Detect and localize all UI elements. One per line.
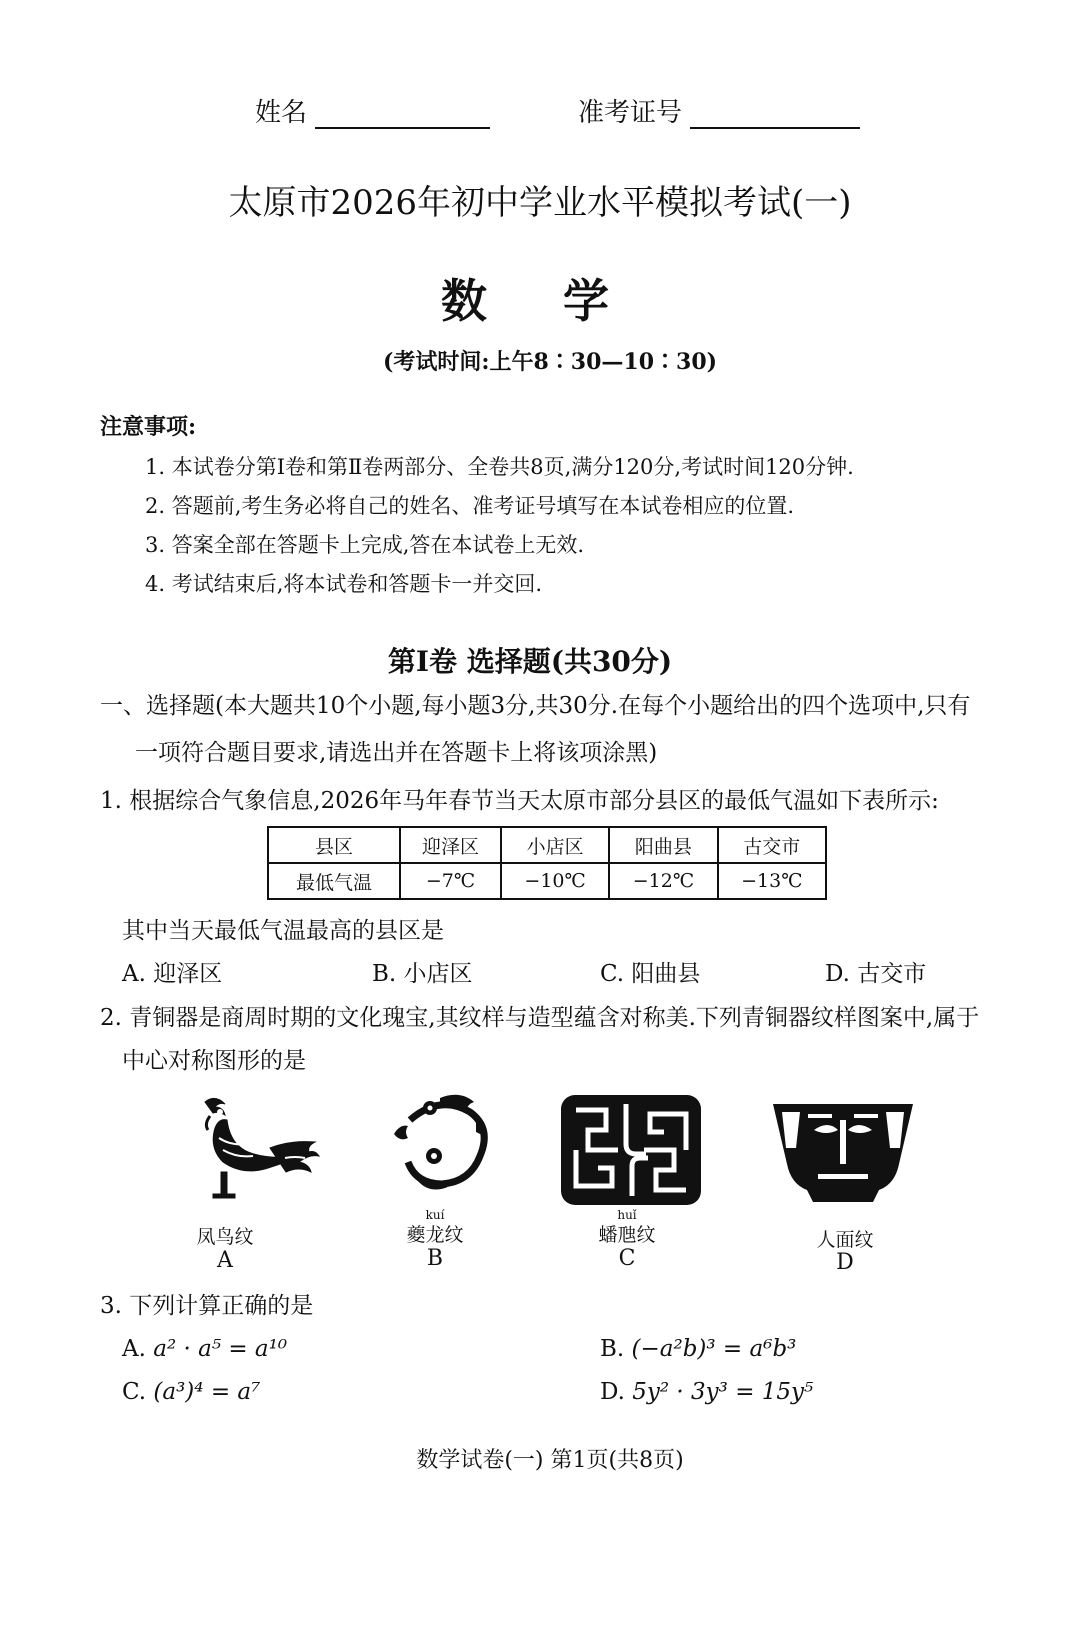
table-cell: 小店区 xyxy=(501,827,609,863)
table-cell: −13℃ xyxy=(718,863,826,899)
q1-stem: 1. 根据综合气象信息,2026年马年春节当天太原市部分县区的最低气温如下表所示: xyxy=(100,788,939,814)
q3-option-a xyxy=(122,1333,287,1365)
table-cell: −10℃ xyxy=(501,863,609,899)
figure-c-caption: 蟠虺纹 xyxy=(598,1224,656,1246)
q3-option-b xyxy=(600,1333,796,1365)
exam-title: 太原市2026年初中学业水平模拟考试(一) xyxy=(228,183,852,223)
table-cell: −7℃ xyxy=(400,863,501,899)
q3-option-a-expr: a² · a⁵ = a¹⁰ xyxy=(153,1336,288,1362)
figure-b-caption: 夔龙纹 xyxy=(406,1224,464,1246)
phoenix-bird-pattern-figure xyxy=(185,1090,335,1210)
table-cell: 阳曲县 xyxy=(609,827,717,863)
figure-c-letter: C xyxy=(618,1246,636,1271)
q3-stem: 3. 下列计算正确的是 xyxy=(100,1293,314,1319)
figure-a-caption: 凤鸟纹 xyxy=(196,1226,254,1248)
q3-option-d-label: D. xyxy=(600,1379,625,1405)
q1-option-b: B. 小店区 xyxy=(372,961,473,987)
exam-time: (考试时间:上午8∶30—10∶30) xyxy=(382,349,718,375)
q3-option-c-label: C. xyxy=(122,1379,147,1405)
notice-item-2: 2. 答题前,考生务必将自己的姓名、准考证号填写在本试卷相应的位置. xyxy=(145,494,795,518)
notice-heading: 注意事项: xyxy=(100,414,197,440)
table-row xyxy=(268,827,826,863)
table-cell: 古交市 xyxy=(718,827,826,863)
notice-item-1: 1. 本试卷分第Ⅰ卷和第Ⅱ卷两部分、全卷共8页,满分120分,考试时间120分钟. xyxy=(145,455,854,479)
notice-item-4: 4. 考试结束后,将本试卷和答题卡一并交回. xyxy=(145,572,543,596)
q3-option-d xyxy=(600,1376,813,1408)
q3-option-a-label: A. xyxy=(122,1336,146,1362)
table-cell: −12℃ xyxy=(609,863,717,899)
q1-question: 其中当天最低气温最高的县区是 xyxy=(122,918,444,944)
q2-stem-line1: 2. 青铜器是商周时期的文化瑰宝,其纹样与造型蕴含对称美.下列青铜器纹样图案中,属于 xyxy=(100,1005,980,1031)
figure-a-letter: A xyxy=(217,1248,233,1273)
q1-option-a: A. 迎泽区 xyxy=(122,961,223,987)
subject-title: 数 学 xyxy=(440,274,639,328)
q3-option-c xyxy=(122,1376,260,1408)
exam-id-field xyxy=(578,92,860,129)
q3-option-c-expr: (a³)⁴ = a⁷ xyxy=(153,1379,261,1405)
table-cell: 最低气温 xyxy=(268,863,400,899)
table-row xyxy=(268,863,826,899)
q3-option-b-expr: (−a²b)³ = a⁶b³ xyxy=(631,1336,797,1362)
temperature-table xyxy=(267,826,827,900)
kui-dragon-pattern-figure xyxy=(380,1090,530,1210)
section-title: 第Ⅰ卷 选择题(共30分) xyxy=(387,645,673,678)
exam-id-blank xyxy=(690,125,860,129)
part1-line1: 一、选择题(本大题共10个小题,每小题3分,共30分.在每个小题给出的四个选项中,只有 xyxy=(100,693,971,719)
coiled-serpent-pattern-figure xyxy=(556,1090,706,1210)
exam-id-label: 准考证号 xyxy=(578,98,683,128)
figure-c-pinyin: huǐ xyxy=(617,1208,637,1222)
name-blank xyxy=(315,125,490,129)
figure-b-pinyin: kuí xyxy=(425,1208,445,1222)
q1-option-c: C. 阳曲县 xyxy=(600,961,701,987)
notice-list xyxy=(145,448,854,604)
q3-option-b-label: B. xyxy=(600,1336,625,1362)
q2-stem-line2: 中心对称图形的是 xyxy=(122,1048,306,1074)
table-cell: 迎泽区 xyxy=(400,827,501,863)
figure-d-caption: 人面纹 xyxy=(816,1229,874,1251)
name-field xyxy=(255,92,490,129)
name-label: 姓名 xyxy=(255,98,308,128)
q3-option-d-expr: 5y² · 3y³ = 15y⁵ xyxy=(632,1379,814,1405)
figure-b-letter: B xyxy=(426,1246,444,1271)
table-cell: 县区 xyxy=(268,827,400,863)
page-footer: 数学试卷(一) 第1页(共8页) xyxy=(416,1448,684,1473)
q1-option-d: D. 古交市 xyxy=(825,961,927,987)
figure-d-letter: D xyxy=(836,1250,854,1275)
notice-item-3: 3. 答案全部在答题卡上完成,答在本试卷上无效. xyxy=(145,533,585,557)
part1-line2: 一项符合题目要求,请选出并在答题卡上将该项涂黑) xyxy=(135,740,658,766)
human-face-pattern-figure xyxy=(768,1090,918,1210)
